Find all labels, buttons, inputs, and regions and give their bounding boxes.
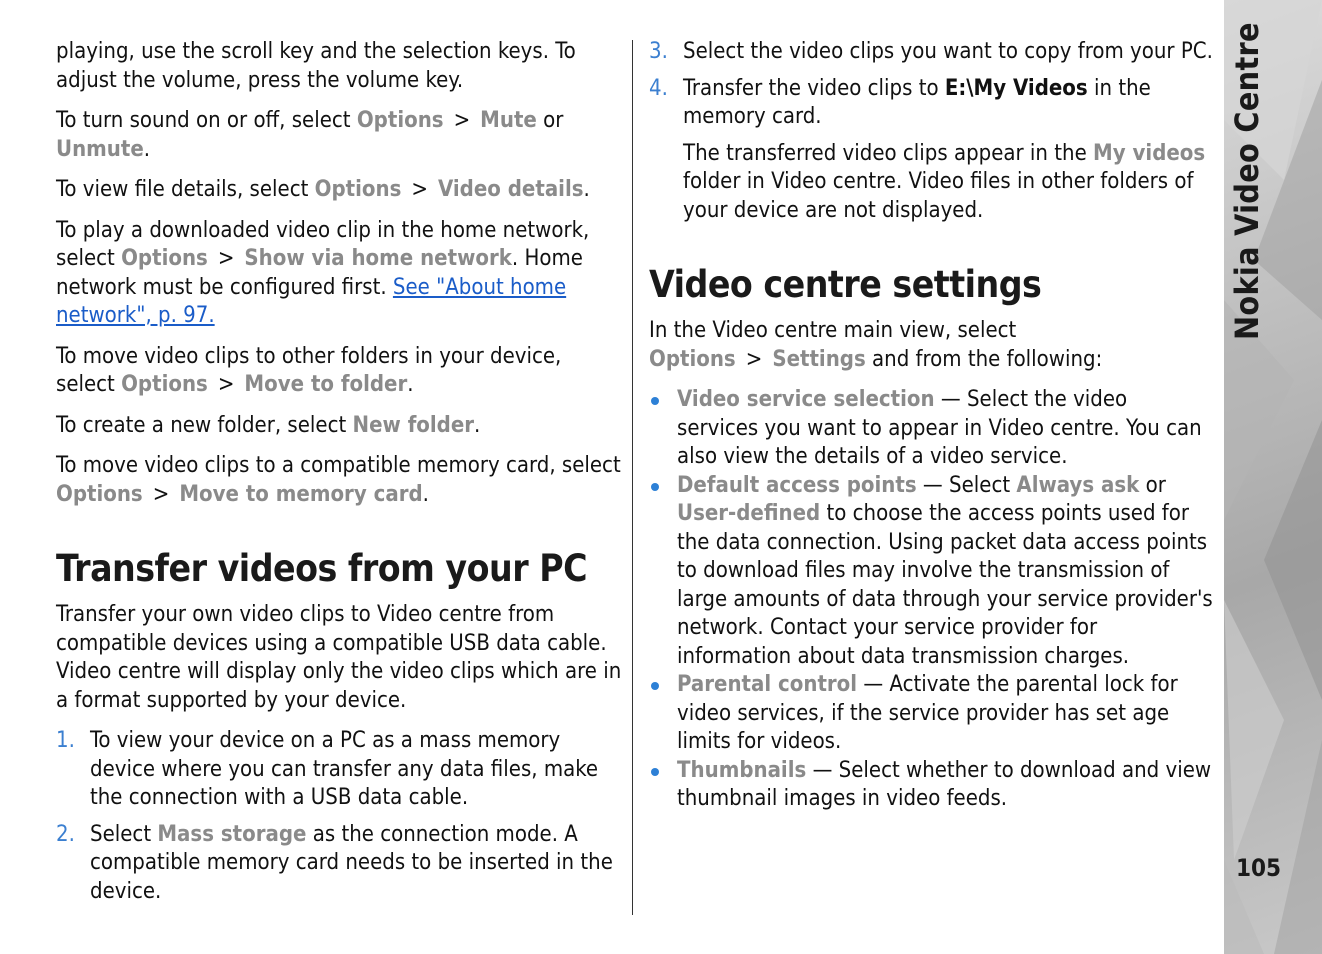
cross-reference-link[interactable]: See "About home network", p. 97.	[56, 274, 567, 328]
list-item	[649, 757, 1214, 814]
setting-term: Default access points	[677, 472, 917, 498]
bullet-icon	[651, 682, 659, 690]
transfer-note	[649, 140, 1214, 226]
menu-ref-show-via-home-network: Show via home network	[244, 246, 512, 271]
paragraph-text: . Home network must be configured first.	[56, 246, 583, 300]
paragraph-text: .	[422, 481, 429, 507]
paragraph-text: .	[583, 177, 590, 202]
step-text: Transfer the video clips to	[683, 75, 945, 101]
list-item	[649, 671, 1214, 757]
menu-ref-move-to-memory-card: Move to memory card	[179, 481, 423, 507]
menu-ref-mass-storage: Mass storage	[157, 821, 307, 847]
setting-description: — Activate the parental lock for video services, if the service provider has set age limits for videos.	[677, 672, 1178, 754]
settings-intro	[649, 317, 1214, 374]
paragraph-text: To view file details, select	[56, 177, 315, 202]
step-number: 2.	[56, 821, 75, 847]
list-item	[649, 386, 1214, 472]
paragraph-text: and from the following:	[865, 346, 1103, 372]
bullet-icon	[651, 768, 659, 776]
step-number: 3.	[649, 39, 668, 64]
menu-separator: >	[411, 177, 428, 202]
paragraph-text: .	[143, 136, 151, 162]
paragraph-move-folder	[56, 343, 622, 400]
menu-ref-options: Options	[314, 177, 402, 202]
step-number: 1.	[56, 728, 75, 753]
paragraph-text: .	[474, 412, 481, 438]
menu-ref-unmute: Unmute	[56, 136, 144, 162]
menu-ref-video-details: Video details	[437, 177, 584, 202]
setting-description: — Select the video services you want to appear in Video centre. You can also view the details of a video service.	[677, 387, 1202, 469]
setting-term: Parental control	[677, 672, 858, 697]
paragraph-text: .	[407, 372, 414, 397]
setting-term: Video service selection	[677, 387, 935, 412]
menu-ref-user-defined: User-defined	[677, 501, 821, 526]
list-item	[649, 75, 1214, 132]
menu-ref-options: Options	[56, 481, 143, 507]
paragraph-text: playing, use the scroll key and the selection keys. To adjust the volume, press the volume key.	[56, 39, 576, 93]
left-column	[56, 38, 622, 914]
list-item	[56, 821, 622, 907]
paragraph-memory-card	[56, 452, 622, 509]
menu-separator: >	[453, 108, 471, 133]
menu-ref-options: Options	[649, 346, 736, 372]
menu-ref-mute: Mute	[480, 108, 537, 133]
step-text: in the memory card.	[683, 75, 1151, 129]
section-heading-settings: Video centre settings	[649, 263, 1042, 306]
menu-ref-options: Options	[121, 246, 208, 271]
menu-separator: >	[217, 246, 235, 271]
list-item	[56, 727, 622, 813]
list-item	[649, 472, 1214, 672]
step-text: Select the video clips you want to copy from your PC.	[683, 39, 1213, 64]
paragraph-text: To create a new folder, select	[56, 412, 353, 438]
setting-description: to choose the access points used for the data connection. Using packet data access points to download files may involve the transmission of large amounts of data through your service provider's network. Contact your service provider for information about data transmission charges.	[677, 501, 1213, 669]
section-heading-transfer: Transfer videos from your PC	[56, 547, 588, 590]
menu-ref-always-ask: Always ask	[1016, 472, 1140, 498]
paragraph-text: or	[536, 108, 564, 133]
step-text: To view your device on a PC as a mass memory device where you can transfer any data files, make the connection with a USB data cable.	[90, 728, 599, 810]
paragraph-text: folder in Video centre. Video files in other folders of your device are not displayed.	[683, 169, 1194, 223]
paragraph-home-network	[56, 217, 622, 331]
settings-list	[649, 386, 1214, 814]
paragraph-text: To move video clips to a compatible memory card, select	[56, 453, 621, 478]
paragraph-details	[56, 176, 622, 205]
list-item	[649, 38, 1214, 67]
folder-path: E:\My Videos	[944, 75, 1088, 101]
paragraph-new-folder	[56, 412, 622, 441]
menu-ref-options: Options	[356, 108, 444, 133]
setting-description: — Select	[916, 472, 1017, 498]
paragraph-mute	[56, 107, 622, 164]
paragraph-text: To play a downloaded video clip in the home network, select	[56, 217, 590, 271]
menu-ref-move-to-folder: Move to folder	[244, 372, 408, 397]
paragraph-playback	[56, 38, 622, 95]
paragraph-text: To move video clips to other folders in your device, select	[56, 343, 562, 397]
menu-separator: >	[745, 346, 763, 372]
paragraph-text: In the Video centre main view, select	[649, 318, 1017, 343]
menu-ref-options: Options	[121, 372, 208, 397]
step-number: 4.	[649, 75, 668, 101]
menu-separator: >	[217, 372, 235, 397]
step-text: Select	[90, 821, 158, 847]
menu-ref-new-folder: New folder	[352, 412, 475, 438]
paragraph-text: To turn sound on or off, select	[56, 108, 357, 133]
bullet-icon	[651, 483, 659, 491]
transfer-intro: Transfer your own video clips to Video centre from compatible devices using a compatible USB data cable. Video centre will display only the video clips which are in a format supported by your device.	[56, 602, 622, 713]
right-column	[649, 38, 1214, 814]
menu-ref-settings: Settings	[772, 346, 866, 372]
column-divider	[632, 40, 633, 915]
menu-separator: >	[152, 481, 170, 507]
transfer-steps-list	[56, 727, 622, 906]
page-number: 105	[1236, 854, 1282, 882]
setting-term: Thumbnails	[677, 757, 807, 783]
menu-ref-my-videos: My videos	[1093, 140, 1206, 166]
step-text: as the connection mode. A compatible memory card needs to be inserted in the device.	[90, 821, 613, 904]
setting-description: or	[1139, 472, 1166, 498]
chapter-title: Nokia Video Centre	[1228, 22, 1266, 340]
bullet-icon	[651, 397, 659, 405]
transfer-steps-continued	[649, 38, 1214, 132]
setting-description: — Select whether to download and view thumbnail images in video feeds.	[677, 757, 1212, 811]
paragraph-text: The transferred video clips appear in the	[683, 140, 1094, 166]
